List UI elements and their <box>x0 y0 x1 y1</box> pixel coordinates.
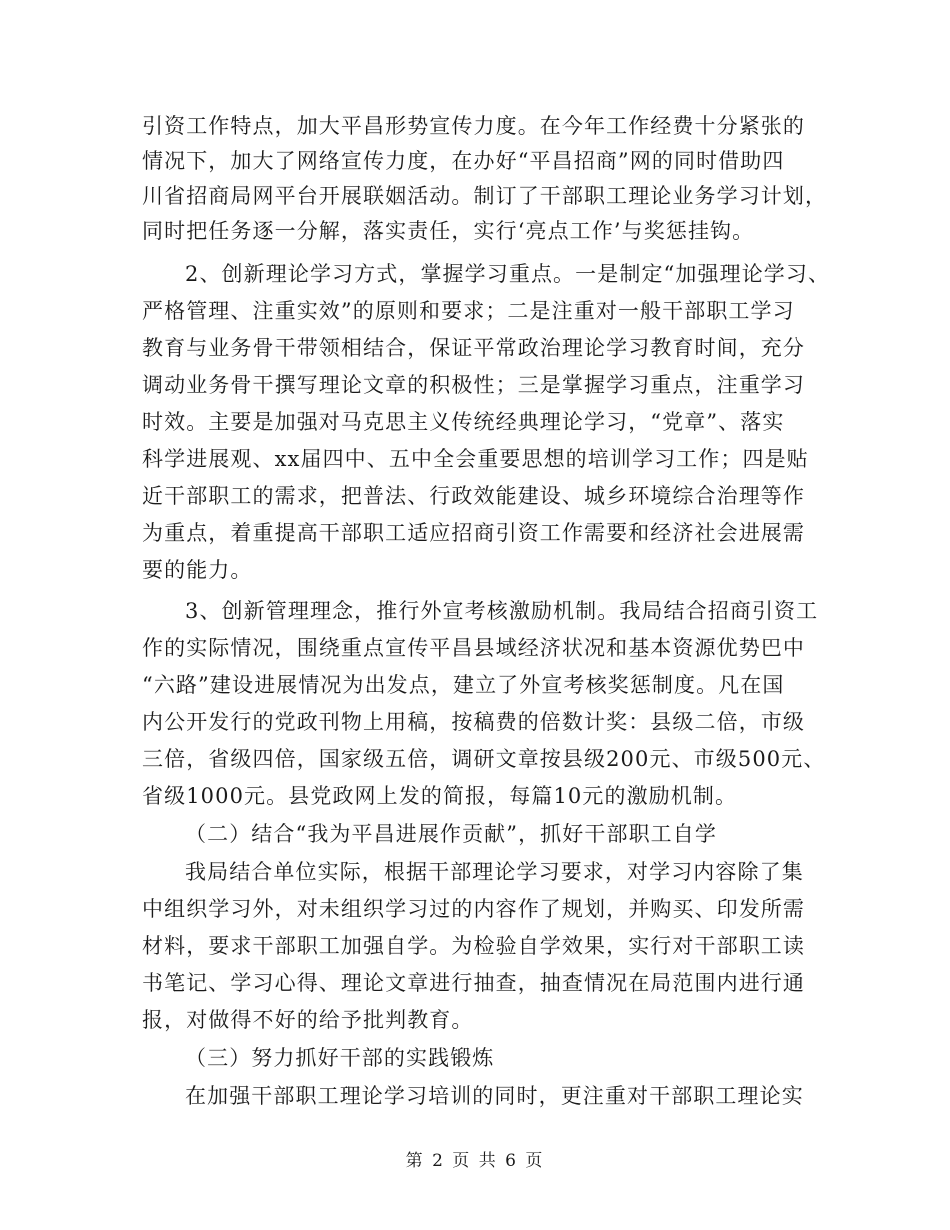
page-number-footer: 第 2 页 共 6 页 <box>405 1151 545 1171</box>
text-line: 为重点，着重提高干部职工适应招商引资工作需要和经济社会进展需 <box>142 521 805 545</box>
text-line: 调动业务骨干撰写理论文章的积极性；三是掌握学习重点，注重学习 <box>142 373 805 397</box>
text-line: 三倍，省级四倍，国家级五倍，调研文章按县级200元、市级500元、 <box>142 747 826 771</box>
text-line: 作的实际情况，围绕重点宣传平昌县域经济状况和基本资源优势巴中 <box>142 636 805 660</box>
text-line: 引资工作特点，加大平昌形势宣传力度。在今年工作经费十分紧张的 <box>142 114 805 138</box>
text-line: 中组织学习外，对未组织学习过的内容作了规划，并购买、印发所需 <box>142 897 805 921</box>
text-line: 2、创新理论学习方式，掌握学习重点。一是制定“加强理论学习、 <box>185 262 831 286</box>
text-line: 内公开发行的党政刊物上用稿，按稿费的倍数计奖：县级二倍，市级 <box>142 710 805 734</box>
text-line: 科学进展观、xx届四中、五中全会重要思想的培训学习工作；四是贴 <box>142 447 809 471</box>
text-line: 近干部职工的需求，把普法、行政效能建设、城乡环境综合治理等作 <box>142 484 805 508</box>
text-line: 要的能力。 <box>142 558 253 582</box>
text-line: “六路”建设进展情况为出发点，建立了外宣考核奖惩制度。凡在国 <box>142 673 785 697</box>
section-heading: （三）努力抓好干部的实践锻炼 <box>185 1046 495 1070</box>
text-line: 川省招商局网平台开展联姻活动。制订了干部职工理论业务学习计划， <box>142 184 828 208</box>
text-line: 我局结合单位实际，根据干部理论学习要求，对学习内容除了集 <box>185 860 804 884</box>
text-line: 严格管理、注重实效”的原则和要求；二是注重对一般干部职工学习 <box>142 299 795 323</box>
text-line: 同时把任务逐一分解，落实责任，实行‘亮点工作’与奖惩挂钩。 <box>142 219 755 243</box>
text-line: 在加强干部职工理论学习培训的同时，更注重对干部职工理论实 <box>185 1084 804 1108</box>
section-heading: （二）结合“我为平昌进展作贡献”，抓好干部职工自学 <box>185 822 717 846</box>
text-line: 材料，要求干部职工加强自学。为检验自学效果，实行对干部职工读 <box>142 934 805 958</box>
text-line: 情况下，加大了网络宣传力度，在办好“平昌招商”网的同时借助四 <box>142 149 785 173</box>
text-line: 省级1000元。县党政网上发的简报，每篇10元的激励机制。 <box>142 784 738 808</box>
text-line: 时效。主要是加强对马克思主义传统经典理论学习，“党章”、落实 <box>142 410 785 434</box>
text-line: 教育与业务骨干带领相结合，保证平常政治理论学习教育时间，充分 <box>142 336 805 360</box>
text-line: 报，对做得不好的给予批判教育。 <box>142 1008 474 1032</box>
text-line: 书笔记、学习心得、理论文章进行抽查，抽查情况在局范围内进行通 <box>142 971 805 995</box>
text-line: 3、创新管理理念，推行外宣考核激励机制。我局结合招商引资工 <box>185 599 819 623</box>
